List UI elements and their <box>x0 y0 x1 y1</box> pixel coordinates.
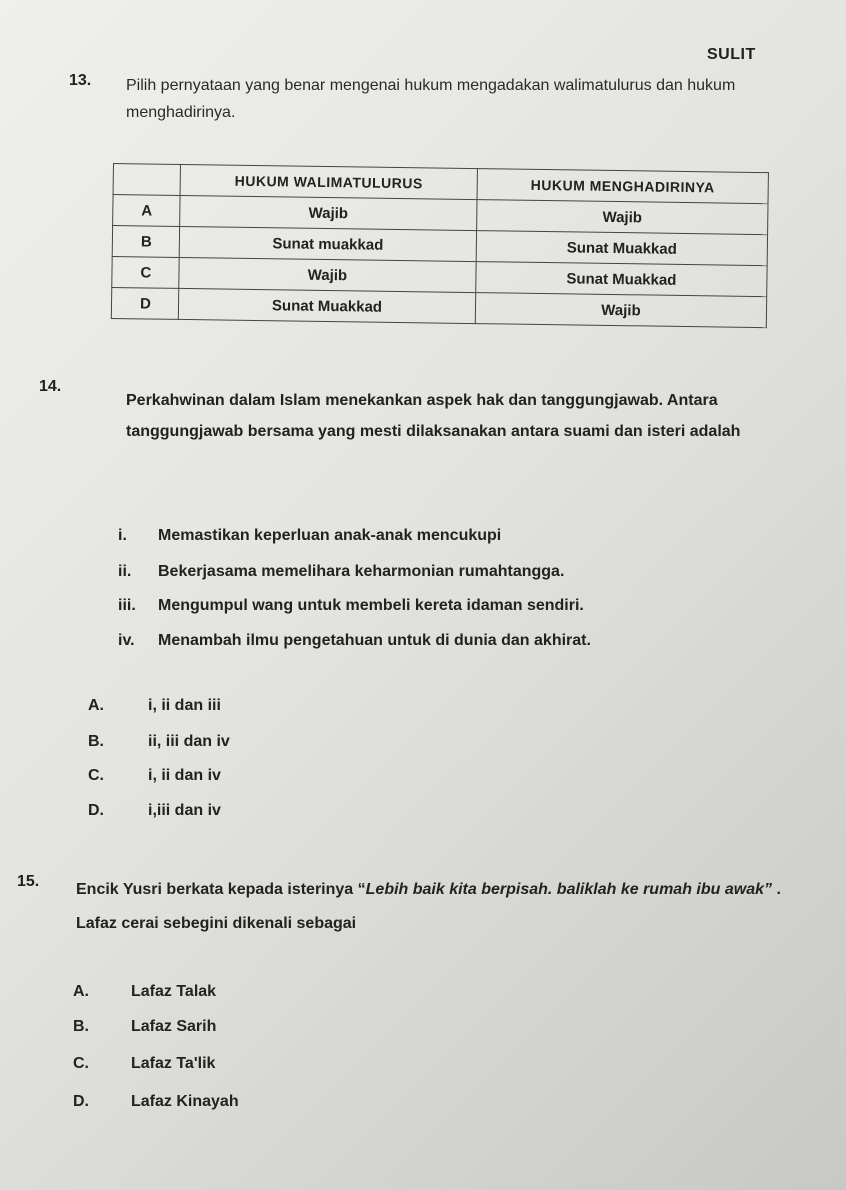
table-cell-menghadiri: Sunat Muakkad <box>476 262 767 297</box>
statement-roman: i. <box>118 527 127 544</box>
classification-label: SULIT <box>707 46 756 63</box>
table-cell-walimatulurus: Wajib <box>180 195 477 230</box>
option-text: Lafaz Ta'lik <box>131 1055 216 1072</box>
table-header-blank <box>113 164 180 196</box>
table-cell-menghadiri: Sunat Muakkad <box>476 231 767 266</box>
answer-option-d[interactable] <box>73 1093 239 1111</box>
table-header-menghadiri: HUKUM MENGHADIRINYA <box>477 169 768 204</box>
answer-option-a[interactable] <box>73 983 216 1001</box>
question-13-number: 13. <box>69 72 92 89</box>
table-cell-walimatulurus: Sunat Muakkad <box>178 288 475 323</box>
option-letter: B. <box>73 1018 89 1035</box>
question-13-text: Pilih pernyataan yang benar mengenai hukum mengadakan walimatulurus dan hukum menghadirinya. <box>126 77 736 121</box>
table-header-walimatulurus: HUKUM WALIMATULURUS <box>180 164 477 199</box>
option-text: Lafaz Sarih <box>131 1018 217 1035</box>
question-15-text <box>76 873 796 941</box>
option-letter: C. <box>73 1055 89 1072</box>
option-letter: B. <box>88 733 104 750</box>
option-letter: A. <box>73 983 89 1000</box>
option-text: i, ii dan iii <box>148 697 221 714</box>
option-letter: D. <box>88 802 104 819</box>
statement-item <box>118 597 584 615</box>
answer-option-b[interactable] <box>73 1018 216 1036</box>
table-option: D <box>111 287 178 319</box>
table-cell-walimatulurus: Sunat muakkad <box>179 226 476 261</box>
statement-roman: ii. <box>118 563 132 580</box>
table-cell-walimatulurus: Wajib <box>179 257 476 292</box>
table-option: C <box>112 256 179 288</box>
question-15-quote: Lebih baik kita berpisah. baliklah ke rumah ibu awak” <box>365 881 772 898</box>
statement-item <box>118 632 591 650</box>
statement-text: Bekerjasama memelihara keharmonian rumahtangga. <box>158 563 565 580</box>
question-15-number: 15. <box>17 873 40 890</box>
statement-item <box>118 563 564 581</box>
answer-option-d[interactable] <box>88 802 221 820</box>
answer-option-b[interactable] <box>88 733 230 751</box>
option-letter: C. <box>88 767 104 784</box>
answer-option-c[interactable] <box>73 1055 215 1073</box>
statement-text: Menambah ilmu pengetahuan untuk di dunia dan akhirat. <box>158 632 591 649</box>
answer-option-c[interactable] <box>88 767 221 785</box>
option-letter: A. <box>88 697 104 714</box>
option-text: Lafaz Talak <box>131 983 217 1000</box>
table-option: B <box>112 226 179 258</box>
statement-text: Mengumpul wang untuk membeli kereta idaman sendiri. <box>158 597 584 614</box>
table-cell-menghadiri: Wajib <box>475 293 766 328</box>
option-text: i,iii dan iv <box>148 802 221 819</box>
option-letter: D. <box>73 1093 89 1110</box>
statement-text: Memastikan keperluan anak-anak mencukupi <box>158 527 502 544</box>
table-cell-menghadiri: Wajib <box>477 200 768 235</box>
question-14-number: 14. <box>39 378 62 395</box>
option-text: Lafaz Kinayah <box>131 1093 239 1110</box>
option-text: i, ii dan iv <box>148 767 221 784</box>
statement-item <box>118 527 501 545</box>
statement-roman: iii. <box>118 597 136 614</box>
question-13-table <box>111 163 769 328</box>
question-15-ending: . Lafaz cerai sebegini dikenali sebagai <box>76 881 781 932</box>
table-option: A <box>113 195 180 227</box>
answer-option-a[interactable] <box>88 697 221 715</box>
statement-roman: iv. <box>118 632 135 649</box>
option-text: ii, iii dan iv <box>148 733 230 750</box>
question-14-text: Perkahwinan dalam Islam menekankan aspek hak dan tanggungjawab. Antara tanggungjawab bersama yang mesti dilaksanakan antara suami dan isteri adalah <box>126 392 741 440</box>
question-15-intro: Encik Yusri berkata kepada isterinya “ <box>76 881 366 898</box>
